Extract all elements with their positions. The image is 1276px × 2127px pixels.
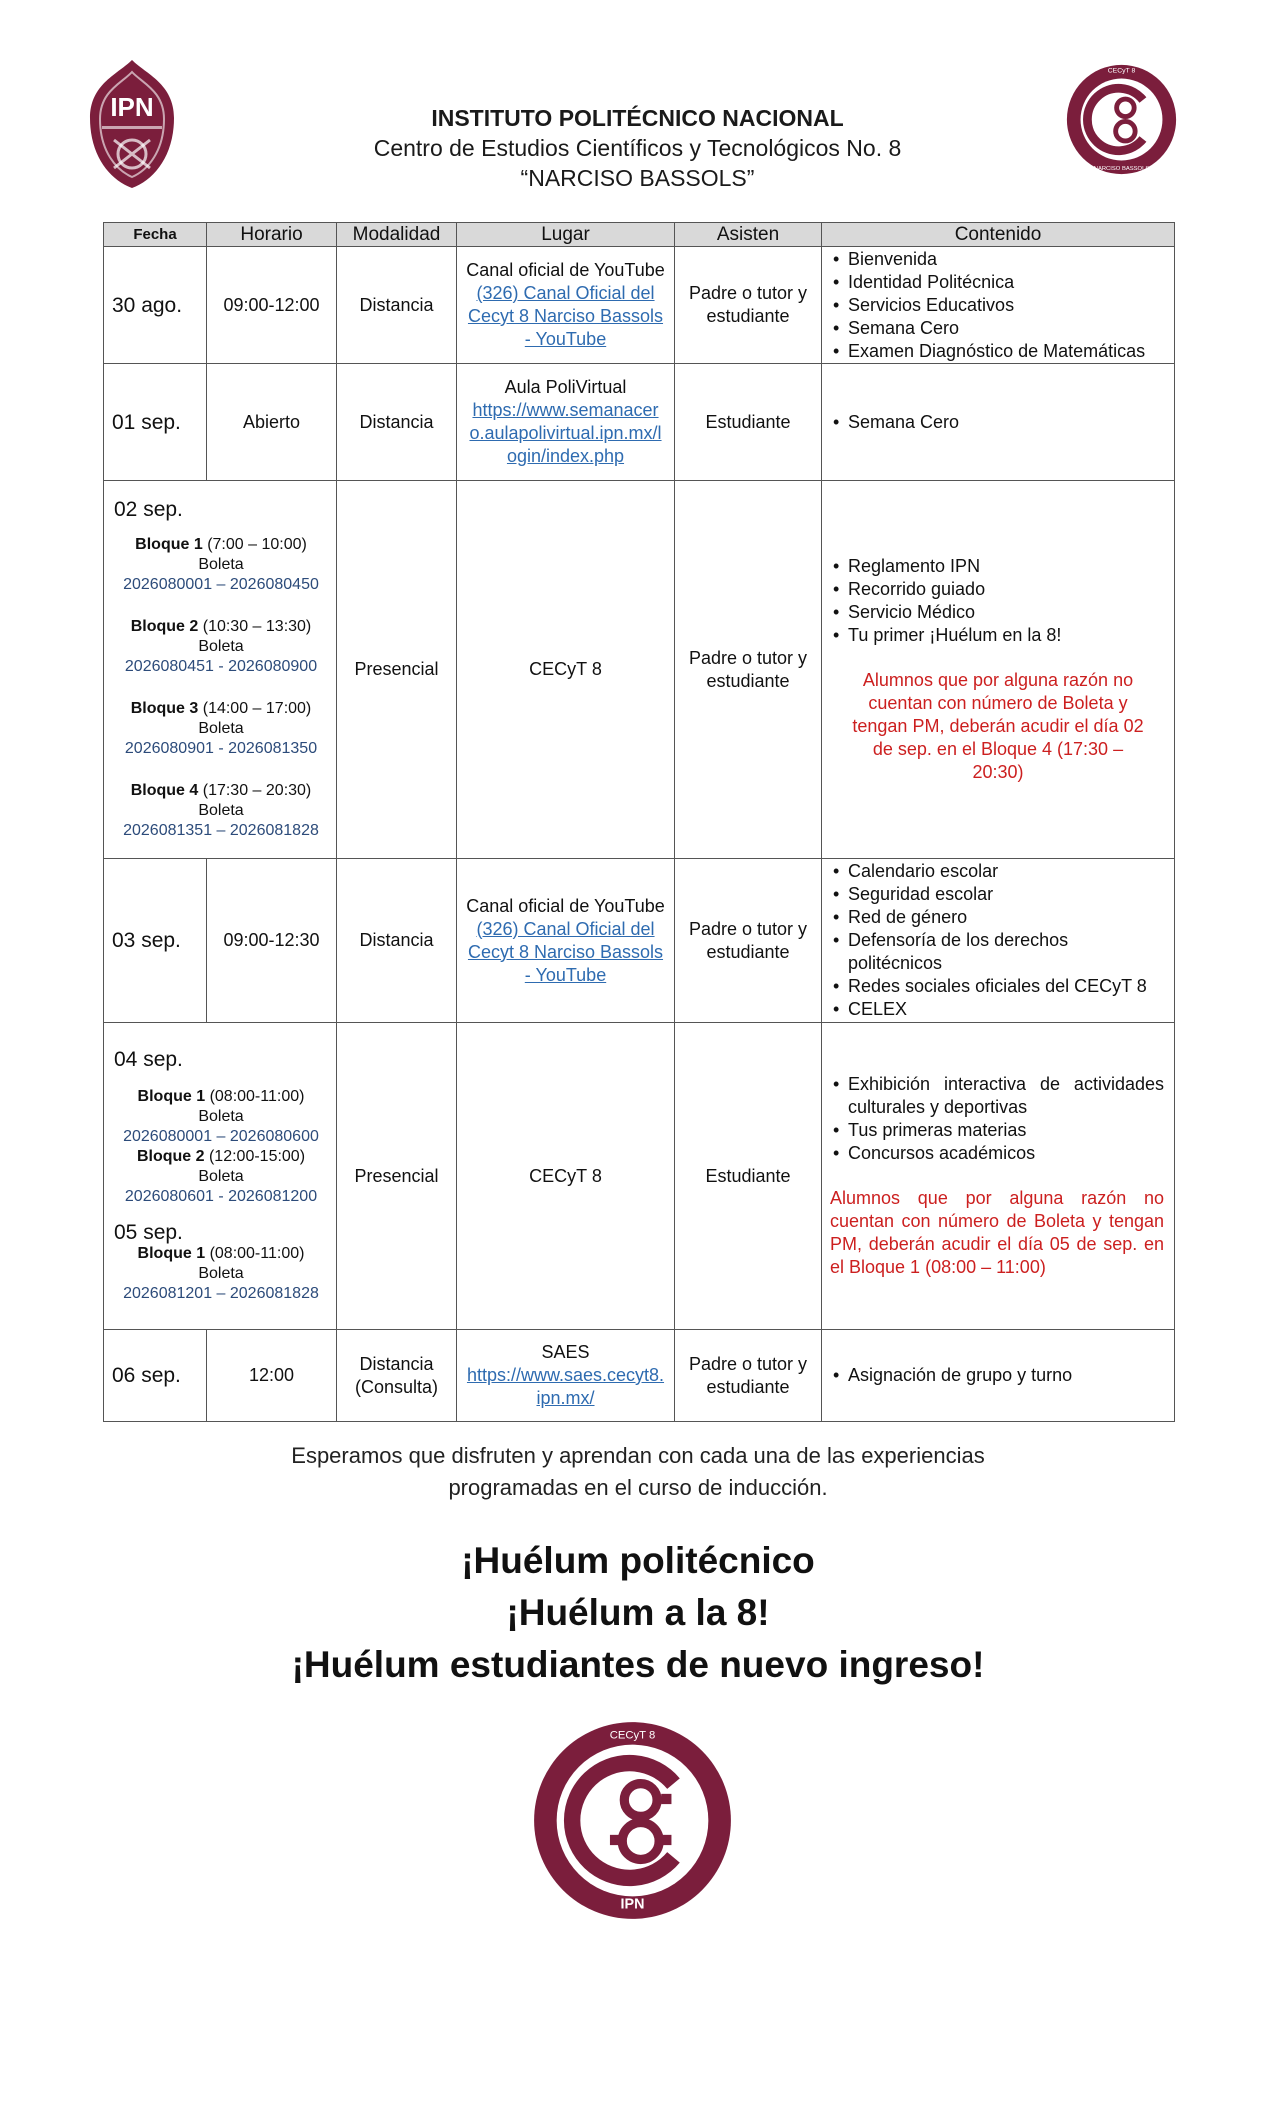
- block-info: Bloque 1 (7:00 – 10:00) Boleta 2026080001 – 2026080450: [123, 536, 319, 593]
- list-item: • Reglamento IPN: [830, 555, 1166, 578]
- row-content: [822, 859, 1175, 1023]
- row-date: 02 sep.: [114, 498, 183, 521]
- school-motto: “NARCISO BASSOLS”: [520, 165, 755, 191]
- document-header: [0, 0, 1276, 215]
- aula-polivirtual-link[interactable]: https://www.semanacero.aulapolivirtual.ipn.mx/login/index.php: [469, 400, 662, 466]
- row-date: 06 sep.: [104, 1330, 207, 1422]
- institution-title: [230, 103, 1045, 193]
- row-date-blocks: [104, 481, 337, 859]
- row-date: 05 sep.: [114, 1221, 183, 1244]
- cecyt8-logo-icon: [1063, 61, 1180, 178]
- cecyt8-bottom-logo-icon: [530, 1718, 735, 1923]
- column-header-modalidad: Modalidad: [337, 223, 457, 247]
- list-item: • Semana Cero: [830, 317, 1166, 340]
- row-modality: Distancia: [337, 247, 457, 364]
- institution-name: INSTITUTO POLITÉCNICO NACIONAL: [431, 105, 844, 131]
- block-info: Bloque 1 (08:00-11:00) Boleta 2026081201 – 2026081828: [123, 1245, 319, 1302]
- column-header-contenido: Contenido: [822, 223, 1175, 247]
- row-attendees: Estudiante: [675, 1023, 822, 1330]
- row-modality: Presencial: [337, 1023, 457, 1330]
- row-content: [822, 1023, 1175, 1330]
- boleta-warning-note: Alumnos que por alguna razón no cuentan con número de Boleta y tengan PM, deberán acudir el día 02 de sep. en el Bloque 4 (17:30 – 20:30): [852, 670, 1144, 782]
- table-row: [104, 1023, 1175, 1330]
- youtube-channel-link[interactable]: (326) Canal Oficial del Cecyt 8 Narciso Bassols - YouTube: [467, 918, 664, 985]
- row-attendees: Padre o tutor y estudiante: [675, 247, 822, 364]
- row-attendees: Padre o tutor y estudiante: [675, 481, 822, 859]
- list-item: • Servicio Médico: [830, 601, 1166, 624]
- table-row: [104, 1330, 1175, 1422]
- row-attendees: Padre o tutor y estudiante: [675, 1330, 822, 1422]
- row-content: [822, 1330, 1175, 1422]
- row-time: 09:00-12:00: [207, 247, 337, 364]
- table-header-row: [104, 223, 1175, 247]
- list-item: • Examen Diagnóstico de Matemáticas: [830, 340, 1166, 363]
- svg-text:CECyT 8: CECyT 8: [1107, 67, 1136, 75]
- row-content: [822, 364, 1175, 481]
- huelum-cheer: [0, 1535, 1276, 1691]
- column-header-asisten: Asisten: [675, 223, 822, 247]
- row-modality: Distancia: [337, 859, 457, 1023]
- block-info: Bloque 2 (12:00-15:00) Boleta 2026080601 - 2026081200: [124, 1148, 318, 1205]
- svg-text:NARCISO BASSOLS: NARCISO BASSOLS: [1093, 166, 1150, 173]
- row-content: [822, 481, 1175, 859]
- row-date: 04 sep.: [114, 1048, 183, 1071]
- row-place: CECyT 8: [457, 481, 675, 859]
- list-item: • Servicios Educativos: [830, 294, 1166, 317]
- list-item: • Concursos académicos: [830, 1142, 1164, 1165]
- closing-line: Esperamos que disfruten y aprendan con cada una de las experiencias: [291, 1443, 985, 1468]
- block-info: Bloque 4 (17:30 – 20:30) Boleta 2026081351 – 2026081828: [123, 782, 319, 839]
- place-title: Canal oficial de YouTube: [466, 260, 665, 280]
- ipn-logo-icon: [84, 56, 180, 192]
- row-date: 30 ago.: [104, 247, 207, 364]
- svg-text:IPN: IPN: [620, 1896, 645, 1913]
- cheer-line: ¡Huélum a la 8!: [506, 1592, 770, 1633]
- block-info: Bloque 2 (10:30 – 13:30) Boleta 2026080451 - 2026080900: [124, 618, 318, 675]
- closing-line: programadas en el curso de inducción.: [448, 1475, 828, 1500]
- induction-schedule-table: [103, 222, 1175, 1422]
- table-row: [104, 481, 1175, 859]
- column-header-fecha: Fecha: [104, 223, 207, 247]
- svg-text:CECyT 8: CECyT 8: [609, 1729, 656, 1742]
- column-header-lugar: Lugar: [457, 223, 675, 247]
- row-place: [457, 1330, 675, 1422]
- list-item: • Exhibición interactiva de actividades culturales y deportivas: [830, 1073, 1164, 1119]
- row-place: CECyT 8: [457, 1023, 675, 1330]
- list-item: • Identidad Politécnica: [830, 271, 1166, 294]
- list-item: • Calendario escolar: [830, 860, 1166, 883]
- list-item: • Redes sociales oficiales del CECyT 8: [830, 975, 1166, 998]
- row-modality: Distancia (Consulta): [337, 1330, 457, 1422]
- block-info: Bloque 1 (08:00-11:00) Boleta 2026080001 – 2026080600: [123, 1088, 319, 1145]
- table-row: [104, 364, 1175, 481]
- row-time: 12:00: [207, 1330, 337, 1422]
- row-date-blocks: [104, 1023, 337, 1330]
- row-time: Abierto: [207, 364, 337, 481]
- row-place: [457, 364, 675, 481]
- place-title: Canal oficial de YouTube: [466, 895, 665, 916]
- list-item: • Tu primer ¡Huélum en la 8!: [830, 624, 1166, 647]
- table-row: [104, 859, 1175, 1023]
- list-item: • Defensoría de los derechos politécnicos: [830, 929, 1166, 975]
- list-item: • Seguridad escolar: [830, 883, 1166, 906]
- row-attendees: Estudiante: [675, 364, 822, 481]
- row-time: 09:00-12:30: [207, 859, 337, 1023]
- svg-text:IPN: IPN: [110, 92, 154, 122]
- cheer-line: ¡Huélum politécnico: [461, 1540, 815, 1581]
- place-title: Aula PoliVirtual: [504, 377, 627, 397]
- place-title: SAES: [541, 1342, 590, 1362]
- row-attendees: Padre o tutor y estudiante: [675, 859, 822, 1023]
- list-item: • Asignación de grupo y turno: [830, 1364, 1166, 1387]
- row-date: 01 sep.: [104, 364, 207, 481]
- table-row: [104, 247, 1175, 364]
- youtube-channel-link[interactable]: (326) Canal Oficial del Cecyt 8 Narciso Bassols - YouTube: [467, 283, 664, 349]
- cheer-line: ¡Huélum estudiantes de nuevo ingreso!: [291, 1644, 985, 1685]
- row-place: [457, 247, 675, 364]
- list-item: • Recorrido guiado: [830, 578, 1166, 601]
- column-header-horario: Horario: [207, 223, 337, 247]
- list-item: • CELEX: [830, 998, 1166, 1021]
- row-date: 03 sep.: [104, 859, 207, 1023]
- block-info: Bloque 3 (14:00 – 17:00) Boleta 2026080901 - 2026081350: [124, 700, 318, 757]
- list-item: • Tus primeras materias: [830, 1119, 1164, 1142]
- row-modality: Distancia: [337, 364, 457, 481]
- list-item: • Red de género: [830, 906, 1166, 929]
- school-name: Centro de Estudios Científicos y Tecnológicos No. 8: [373, 135, 902, 161]
- boleta-warning-note: Alumnos que por alguna razón no cuentan con número de Boleta y tengan PM, deberán acudir el día 05 de sep. en el Bloque 1 (08:00 – 11:00): [830, 1188, 1164, 1277]
- row-modality: Presencial: [337, 481, 457, 859]
- list-item: • Bienvenida: [830, 248, 1166, 271]
- row-content: [822, 247, 1175, 364]
- saes-link[interactable]: https://www.saes.cecyt8.ipn.mx/: [466, 1365, 665, 1408]
- list-item: • Semana Cero: [830, 411, 1166, 434]
- row-place: [457, 859, 675, 1023]
- closing-message: [0, 1440, 1276, 1504]
